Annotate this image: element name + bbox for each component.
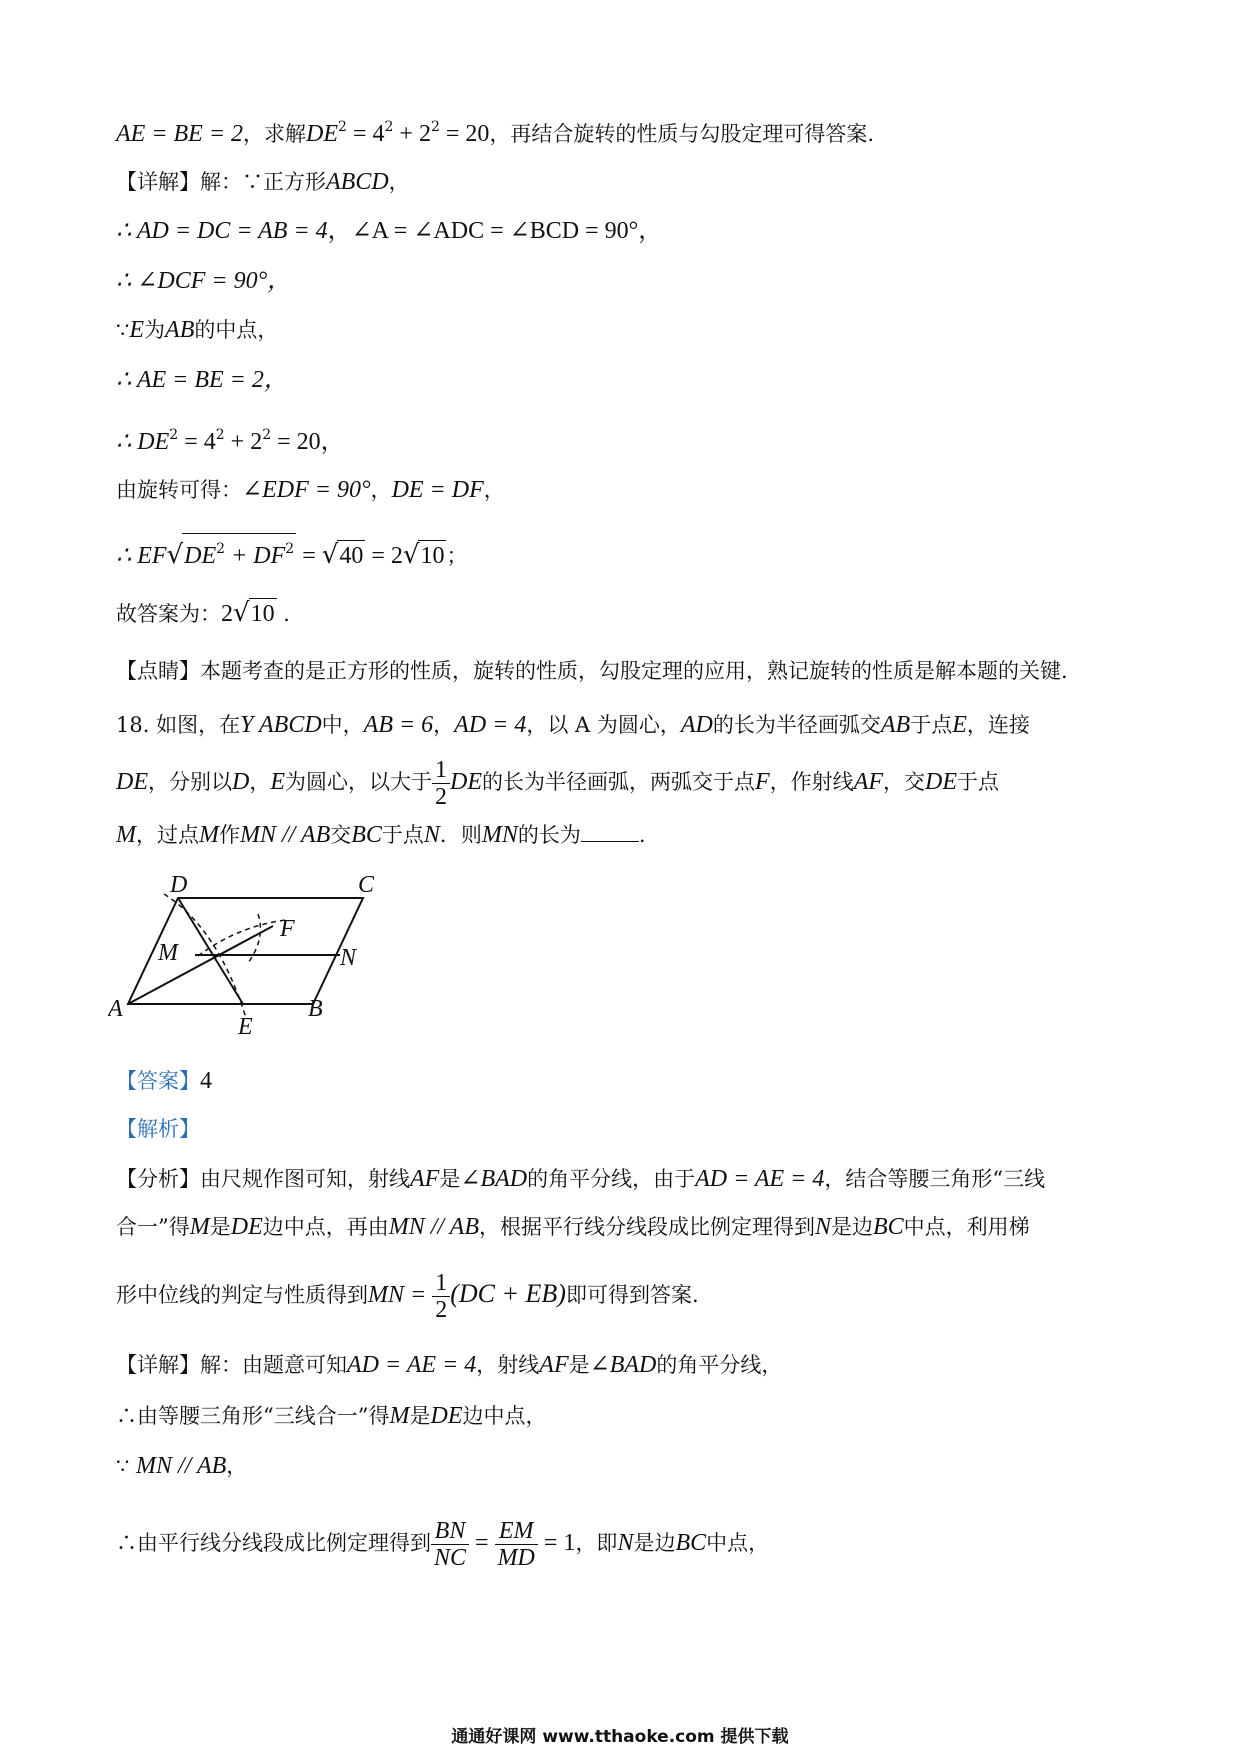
text: 于点 [957,770,1000,794]
text: 是 [439,1167,461,1191]
numerator: EM [495,1518,538,1545]
expr: = [296,543,322,569]
expr: AF [853,769,884,795]
text: ，作射线 [769,770,854,794]
text: 是 [568,1353,590,1377]
text: ，求解 [243,122,307,146]
detail17-line8 [116,533,467,571]
text: 即可得到答案. [565,1283,699,1307]
expr: BC [351,822,382,848]
expr: MN // AB [240,822,331,848]
text: ， [370,478,392,502]
detail18-line3 [116,1451,247,1481]
label-f: F [280,916,295,942]
text: 是 [409,1404,431,1428]
fraction-em-md [495,1518,538,1571]
sup: 2 [285,541,295,557]
radicand: 10 [249,598,277,629]
fraction-half [432,757,450,810]
text: ，交 [883,770,926,794]
expr: DE [230,1214,263,1240]
intro-line [116,112,874,149]
text: 边中点， [462,1404,547,1428]
q18-line3 [116,820,646,850]
expr: ∴ AE = BE = 2， [116,367,288,393]
text: 故答案为： [116,602,221,626]
expr: 2 [221,601,233,627]
sup: 2 [384,119,394,135]
detail18-line2 [116,1401,546,1431]
expr: AD [680,712,713,738]
text: 是边 [831,1215,873,1239]
expr: DE [116,769,148,795]
expr: Y ABCD [240,712,322,738]
sup: 2 [430,119,440,135]
detail17-answer [116,598,290,629]
text: 的角平分线， [656,1353,783,1377]
text: ∴由等腰三角形“三线合一”得 [116,1404,390,1428]
analysis-line3 [116,1264,699,1325]
expr: (DC + EB) [450,1279,566,1308]
expr: ∴ DE [116,429,170,455]
text: 由旋转可得： [116,478,242,502]
expr: AF [539,1352,569,1378]
text: ，结合等腰三角形“三线 [824,1167,1046,1191]
text: . [638,823,646,847]
denominator: 2 [435,1297,448,1323]
expr: DE [925,769,958,795]
label-n: N [340,945,357,971]
text: ，连接 [966,713,1030,737]
text: ，射线 [476,1353,540,1377]
text: 作 [219,823,240,847]
text: 的中点， [194,318,279,342]
answer-line [116,1066,212,1096]
text: 合一”得 [116,1215,190,1239]
footer: 通通好课网 www.tthaoke.com 提供下载 [451,1727,789,1747]
detail17-line4 [116,315,278,345]
fraction-bn-nc [431,1518,469,1571]
expr: = 20， [271,429,345,455]
expr: = [469,1530,495,1556]
expr: F [755,769,770,795]
sup: 2 [169,427,179,443]
expr: N [423,822,440,848]
fraction-half [432,1270,450,1323]
label-e: E [238,1014,253,1038]
expr: = 1 [537,1530,576,1556]
expr: AD = 4 [454,712,527,738]
text: 的长为半径画弧交 [712,713,881,737]
denominator: MD [497,1545,535,1571]
expr: DE [430,1403,463,1429]
sup: 2 [338,119,347,135]
expr: AD = AE = 4 [347,1352,477,1378]
radicand [182,533,296,571]
text: 【详解】解：由题意可知 [116,1353,347,1377]
detail18-line4 [116,1512,769,1574]
answer-value: 4 [200,1068,212,1094]
text: ， [226,1454,248,1478]
detail17-line7 [116,475,505,505]
expr: BC [675,1530,707,1556]
text: 【详解】解：∵正方形 [116,170,326,194]
expr: = 20 [439,121,490,147]
expr: ∴ EF [116,543,167,569]
expr: M [116,822,136,848]
expr: M [189,1214,210,1240]
expr: ∴ ∠DCF = 90°， [116,268,292,294]
radicand: 10 [418,540,446,571]
label-d: D [170,872,188,898]
expr: AD = AE = 4 [695,1166,825,1192]
text: ，分别以 [148,770,232,794]
analysis-line1 [116,1164,1045,1194]
text: ．则 [439,823,482,847]
expr: D [232,769,250,795]
text: 【点睛】本题考查的是正方形的性质，旋转的性质，勾股定理的应用，熟记旋转的性质是解本题的关键. [116,659,1068,683]
ray-af [128,926,273,1004]
text: ∵ [116,318,130,342]
expr: = 4 [178,429,216,455]
expr: M [389,1403,410,1429]
detail17-line6 [116,420,345,457]
expr: + 2 [224,429,263,455]
sqrt-icon: √ [166,540,184,570]
numerator: BN [431,1518,469,1545]
text: ； [446,544,468,568]
expr: MN // AB [388,1214,479,1240]
text: 于点 [910,713,953,737]
parallelogram-figure [108,868,388,1038]
expr: AB [165,317,195,343]
text: 中点， [706,1531,770,1555]
label-b: B [308,996,323,1022]
detail17-head [116,167,410,197]
text: ， [388,170,410,194]
label-m: M [158,940,178,966]
text: ，即 [575,1531,618,1555]
text: ， [433,713,455,737]
detail17-line3 [116,266,291,296]
expr: AF [410,1166,440,1192]
text: 是 [209,1215,231,1239]
label-c: C [358,872,375,898]
text: 的角平分线，由于 [527,1167,696,1191]
text: 【分析】由尺规作图可知，射线 [116,1167,410,1191]
expr: DE [184,543,217,569]
text: 18. 如图，在 [116,713,241,737]
text: 为圆心，以大于 [285,770,433,794]
sup: 2 [215,427,225,443]
text: 交 [330,823,352,847]
expr: ，∠A = ∠ADC = ∠BCD = 90°， [327,218,663,244]
expr: ABCD [326,169,389,195]
sqrt-icon: √ [321,540,339,570]
text: ∴由平行线分线段成比例定理得到 [116,1531,431,1555]
expr: ∴ AD = DC = AB = 4 [116,218,328,244]
expr: AB [880,712,911,738]
expr: AB = 6 [363,712,434,738]
expr: + DF [225,543,286,569]
expr: N [814,1214,831,1240]
expr: M [199,822,219,848]
text: 边中点，再由 [262,1215,389,1239]
expr-ae-be: AE = BE = 2 [116,121,244,147]
text: ，以 A 为圆心， [526,713,681,737]
sup: 2 [216,541,226,557]
expr: MN // AB [136,1453,227,1479]
expr: E [952,712,967,738]
detail17-line5 [116,365,288,395]
text: ， [249,770,271,794]
text: . [276,602,290,626]
q18-line1 [116,710,1030,740]
expr: = 4 [346,121,385,147]
text: 是边 [633,1531,676,1555]
detail17-line2 [116,216,662,246]
sqrt-icon: √ [233,598,250,628]
text: ， [483,478,505,502]
expr: DE [450,769,483,795]
radicand: 40 [337,540,365,571]
answer-tag: 【答案】 [116,1069,200,1093]
expr: ∠BAD [460,1166,528,1192]
expr-de: DE [306,121,339,147]
detail17-point [116,656,1068,686]
text: ，根据平行线分线段成比例定理得到 [478,1215,815,1239]
sqrt-icon: √ [402,540,420,570]
answer-blank [581,823,639,842]
expr: ∠EDF = 90° [242,477,371,503]
text: 于点 [381,823,424,847]
expr: BC [873,1214,904,1240]
text: 中， [321,713,364,737]
text: 的长为半径画弧，两弧交于点 [482,770,756,794]
expr: E [270,769,286,795]
denominator: NC [434,1545,467,1571]
expr: N [617,1530,634,1556]
sup: 2 [262,427,272,443]
expr: DE = DF [391,477,484,503]
denominator: 2 [435,784,448,810]
expr: = 2 [365,543,403,569]
text: 中点，利用梯 [903,1215,1030,1239]
q18-line2 [116,752,999,812]
text: ，过点 [136,823,199,847]
text: 形中位线的判定与性质得到 [116,1283,368,1307]
detail18-line1 [116,1350,782,1380]
expr: MN [481,822,518,848]
label-a: A [108,996,123,1022]
numerator: 1 [432,757,450,784]
text: ，再结合旋转的性质与勾股定理可得答案. [489,122,875,146]
numerator: 1 [432,1270,450,1297]
analysis-tag-line [116,1114,200,1144]
expr: MN = [368,1282,433,1308]
text: 为 [144,318,166,342]
text: 的长为 [517,823,581,847]
analysis-line2 [116,1212,1030,1242]
expr: E [129,317,145,343]
text: ∵ [116,1454,137,1478]
expr: ∠BAD [589,1352,657,1378]
expr: + 2 [393,121,431,147]
analysis-tag: 【解析】 [116,1117,200,1141]
